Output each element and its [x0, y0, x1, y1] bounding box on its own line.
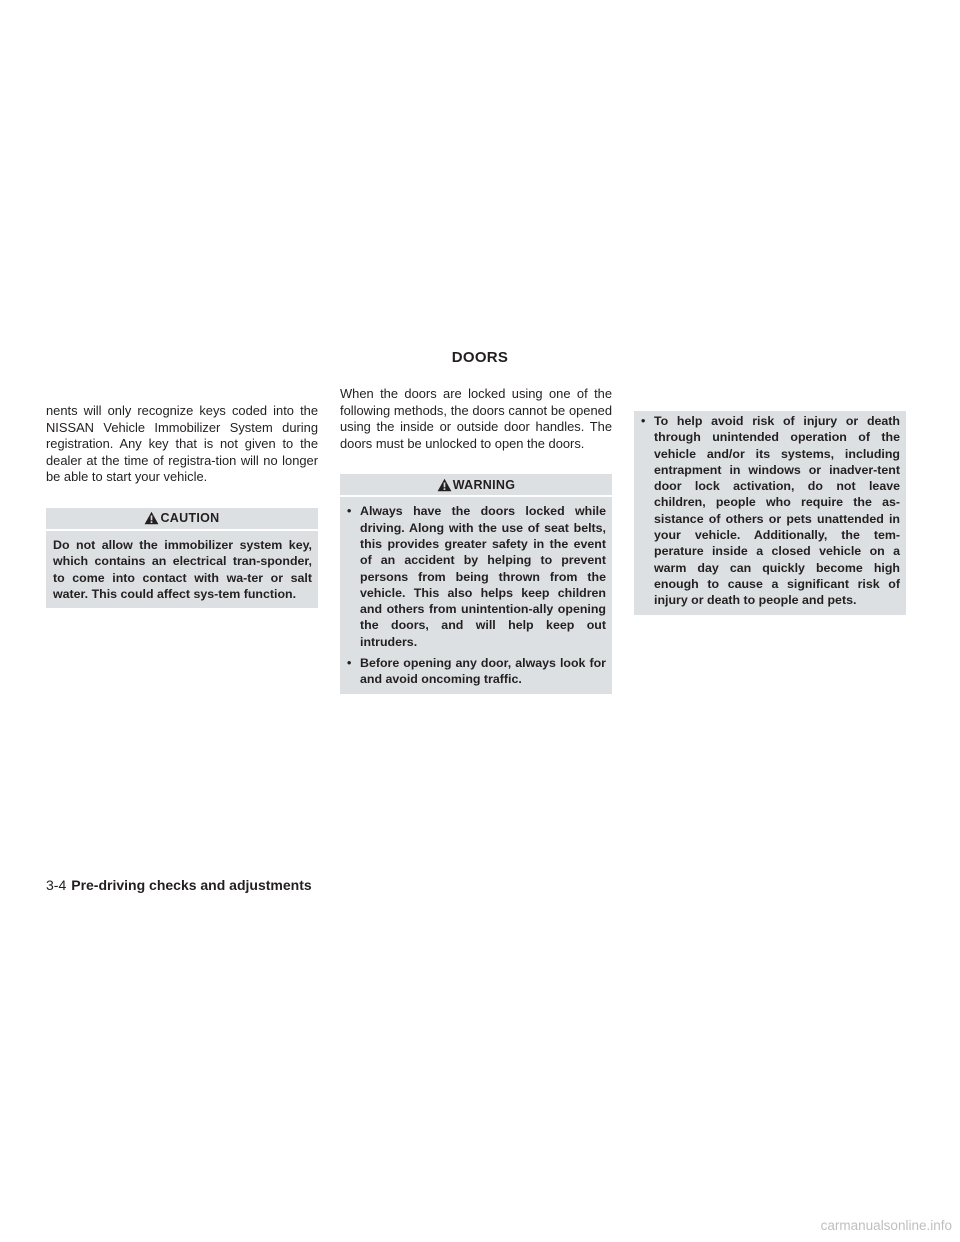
watermark: carmanualsonline.info [820, 1218, 952, 1233]
warning-item [347, 655, 606, 688]
caution-body [46, 531, 318, 602]
warning-item-text: Before opening any door, always look for and avoid oncoming traffic. [360, 656, 606, 687]
page-number: 3-4 [46, 877, 67, 893]
column-3 [634, 411, 906, 615]
caution-header [46, 508, 318, 531]
bullet-mark: • [641, 414, 646, 428]
caution-title: CAUTION [160, 511, 220, 526]
warning-box [340, 474, 612, 693]
bullet-mark: • [347, 504, 352, 519]
warning-item-text: Always have the doors locked while driving. Along with the use of seat belts, this provides greater safety in the event of an accident by helping to prevent persons from being thrown from the vehicle. This also helps keep children and others from unintention-ally opening the doors, and will help keep out intruders. [360, 504, 606, 649]
warning-item [641, 413, 900, 609]
caution-text: Do not allow the immobilizer system key, which contains an electrical tran-sponder, to come into contact with wa-ter or salt water. This could affect sys-tem function. [53, 537, 312, 601]
warning-continued-body [634, 411, 906, 609]
warning-triangle-icon [144, 511, 159, 525]
page-footer [46, 877, 312, 893]
warning-header [340, 474, 612, 497]
column-1 [46, 403, 318, 608]
warning-triangle-icon [437, 478, 452, 492]
warning-item [347, 503, 606, 650]
column-2 [340, 386, 612, 694]
bullet-mark: • [347, 656, 352, 671]
warning-title: WARNING [452, 477, 516, 492]
body-paragraph: When the doors are locked using one of the following methods, the doors cannot be opened using the inside or outside door handles. The doors must be unlocked to open the doors. [340, 386, 612, 451]
body-paragraph: nents will only recognize keys coded into the NISSAN Vehicle Immobilizer System during registration. Any key that is not given to the dealer at the time of registra-tion will no longer be able to start your vehicle. [46, 403, 318, 485]
section-title: DOORS [451, 349, 509, 366]
warning-continued-box [634, 411, 906, 615]
warning-body [340, 497, 612, 687]
warning-item-text: To help avoid risk of injury or death through unintended operation of the vehicle and/or its systems, including entrapment in windows or inadver-tent door lock activation, do not leave children, people who require the as-sistance of others or pets unattended in your vehicle. Additionally, the tem-perature inside a closed vehicle on a warm day can quickly become high enough to cause a significant risk of injury or death to people and pets. [654, 414, 900, 608]
caution-box [46, 508, 318, 608]
chapter-title: Pre-driving checks and adjustments [71, 877, 312, 893]
